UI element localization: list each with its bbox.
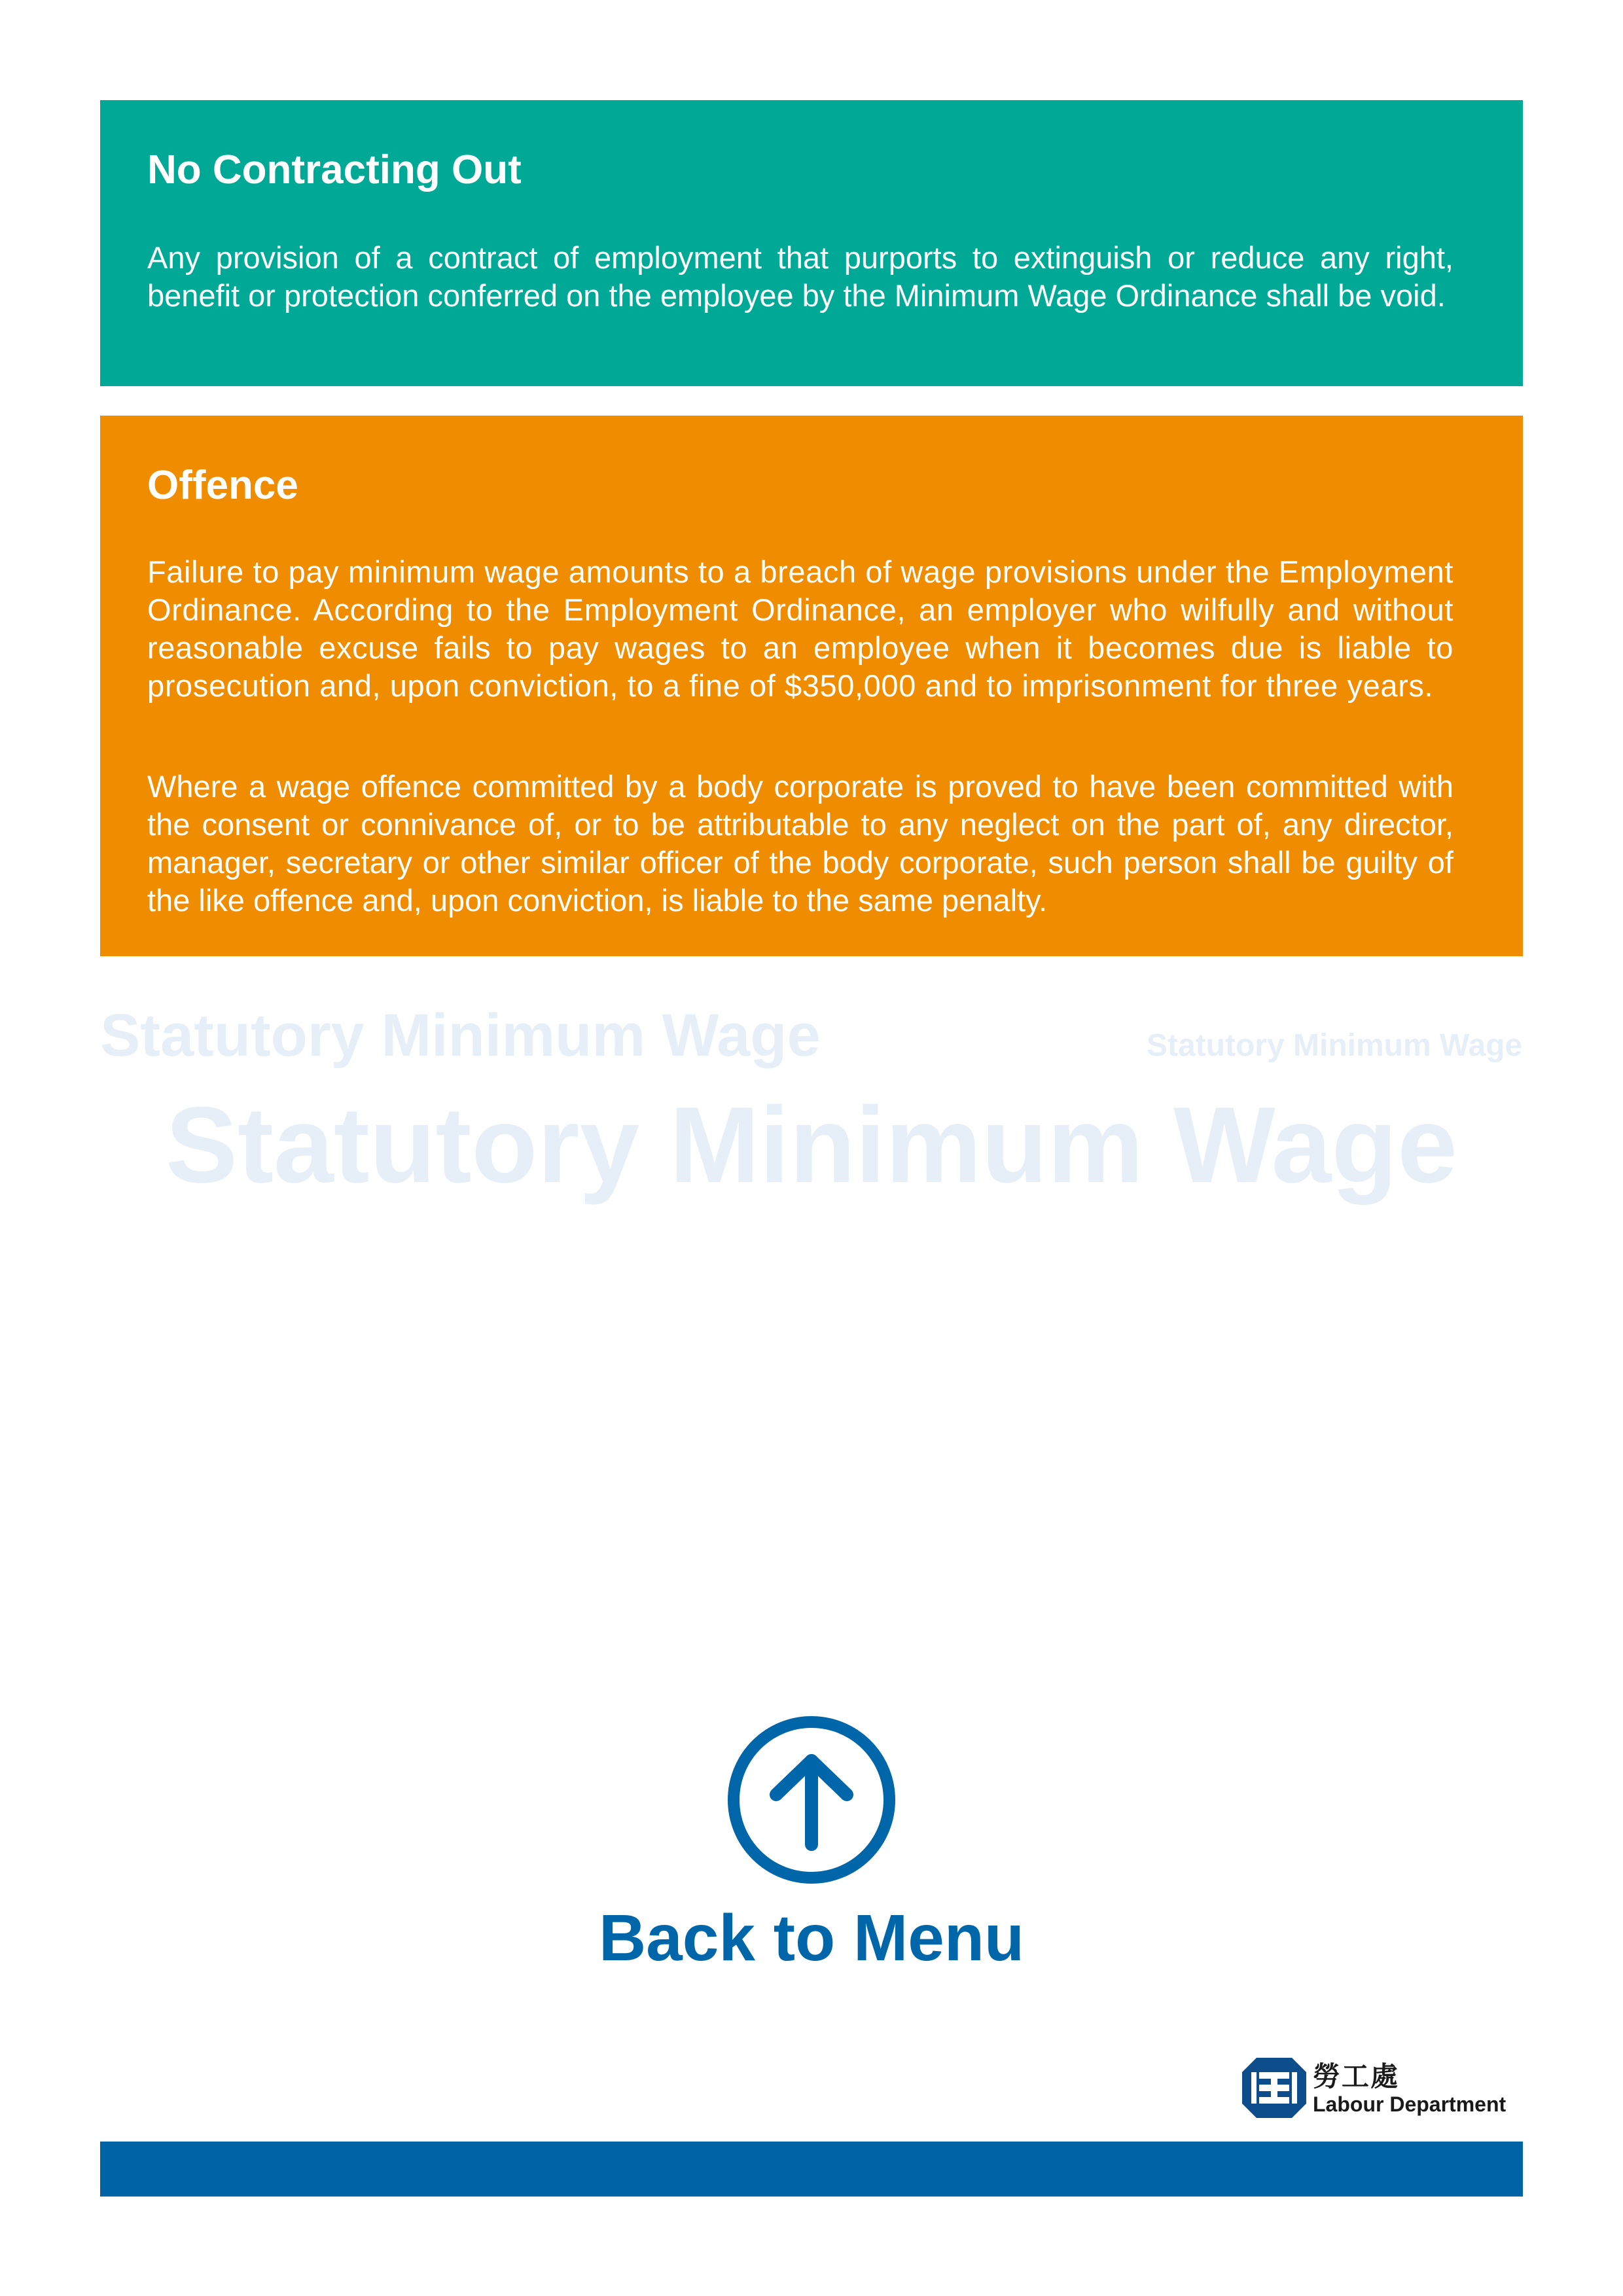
offence-paragraph-1: Failure to pay minimum wage amounts to a breach of wage provisions under the Employment Ordinance. According to the Employment Ordinance, an employer who wilfully and without reasonable excuse fails to pay wages to an employee when it becomes due is liable to prosecution and, upon conviction, to a fine of $350,000 and to imprisonment for three years.: [147, 554, 1454, 703]
labour-department-logo-icon: [1242, 2058, 1306, 2118]
no-contracting-out-heading: No Contracting Out: [147, 147, 522, 192]
back-to-menu-link[interactable]: [0, 1713, 1623, 1976]
watermark-large: Statutory Minimum Wage: [166, 1085, 1457, 1205]
footer-bar: [100, 2142, 1523, 2197]
offence-panel: [100, 416, 1523, 956]
no-contracting-out-panel: [100, 100, 1523, 386]
labour-department-logo: [1242, 2055, 1530, 2121]
offence-heading: Offence: [147, 463, 298, 508]
logo-chinese-name: 勞工處: [1313, 2060, 1400, 2092]
offence-paragraph-2: Where a wage offence committed by a body corporate is proved to have been committed with the consent or connivance of, or to be attributable to any neglect on the part of, any director, manager, secretary or other similar officer of the body corporate, such person shall be guilty of the like offence and, upon conviction, is liable to the same penalty.: [147, 769, 1454, 918]
back-to-menu-label[interactable]: Back to Menu: [598, 1901, 1025, 1975]
logo-english-name: Labour Department: [1313, 2092, 1507, 2116]
watermark-right: Statutory Minimum Wage: [1147, 1028, 1523, 1063]
watermark-left: Statutory Minimum Wage: [100, 1002, 821, 1069]
no-contracting-out-body: Any provision of a contract of employment that purports to extinguish or reduce any right, benefit or protection conferred on the employee by the Minimum Wage Ordinance shall be void.: [147, 240, 1454, 313]
up-arrow-circle-icon[interactable]: [725, 1713, 898, 1886]
